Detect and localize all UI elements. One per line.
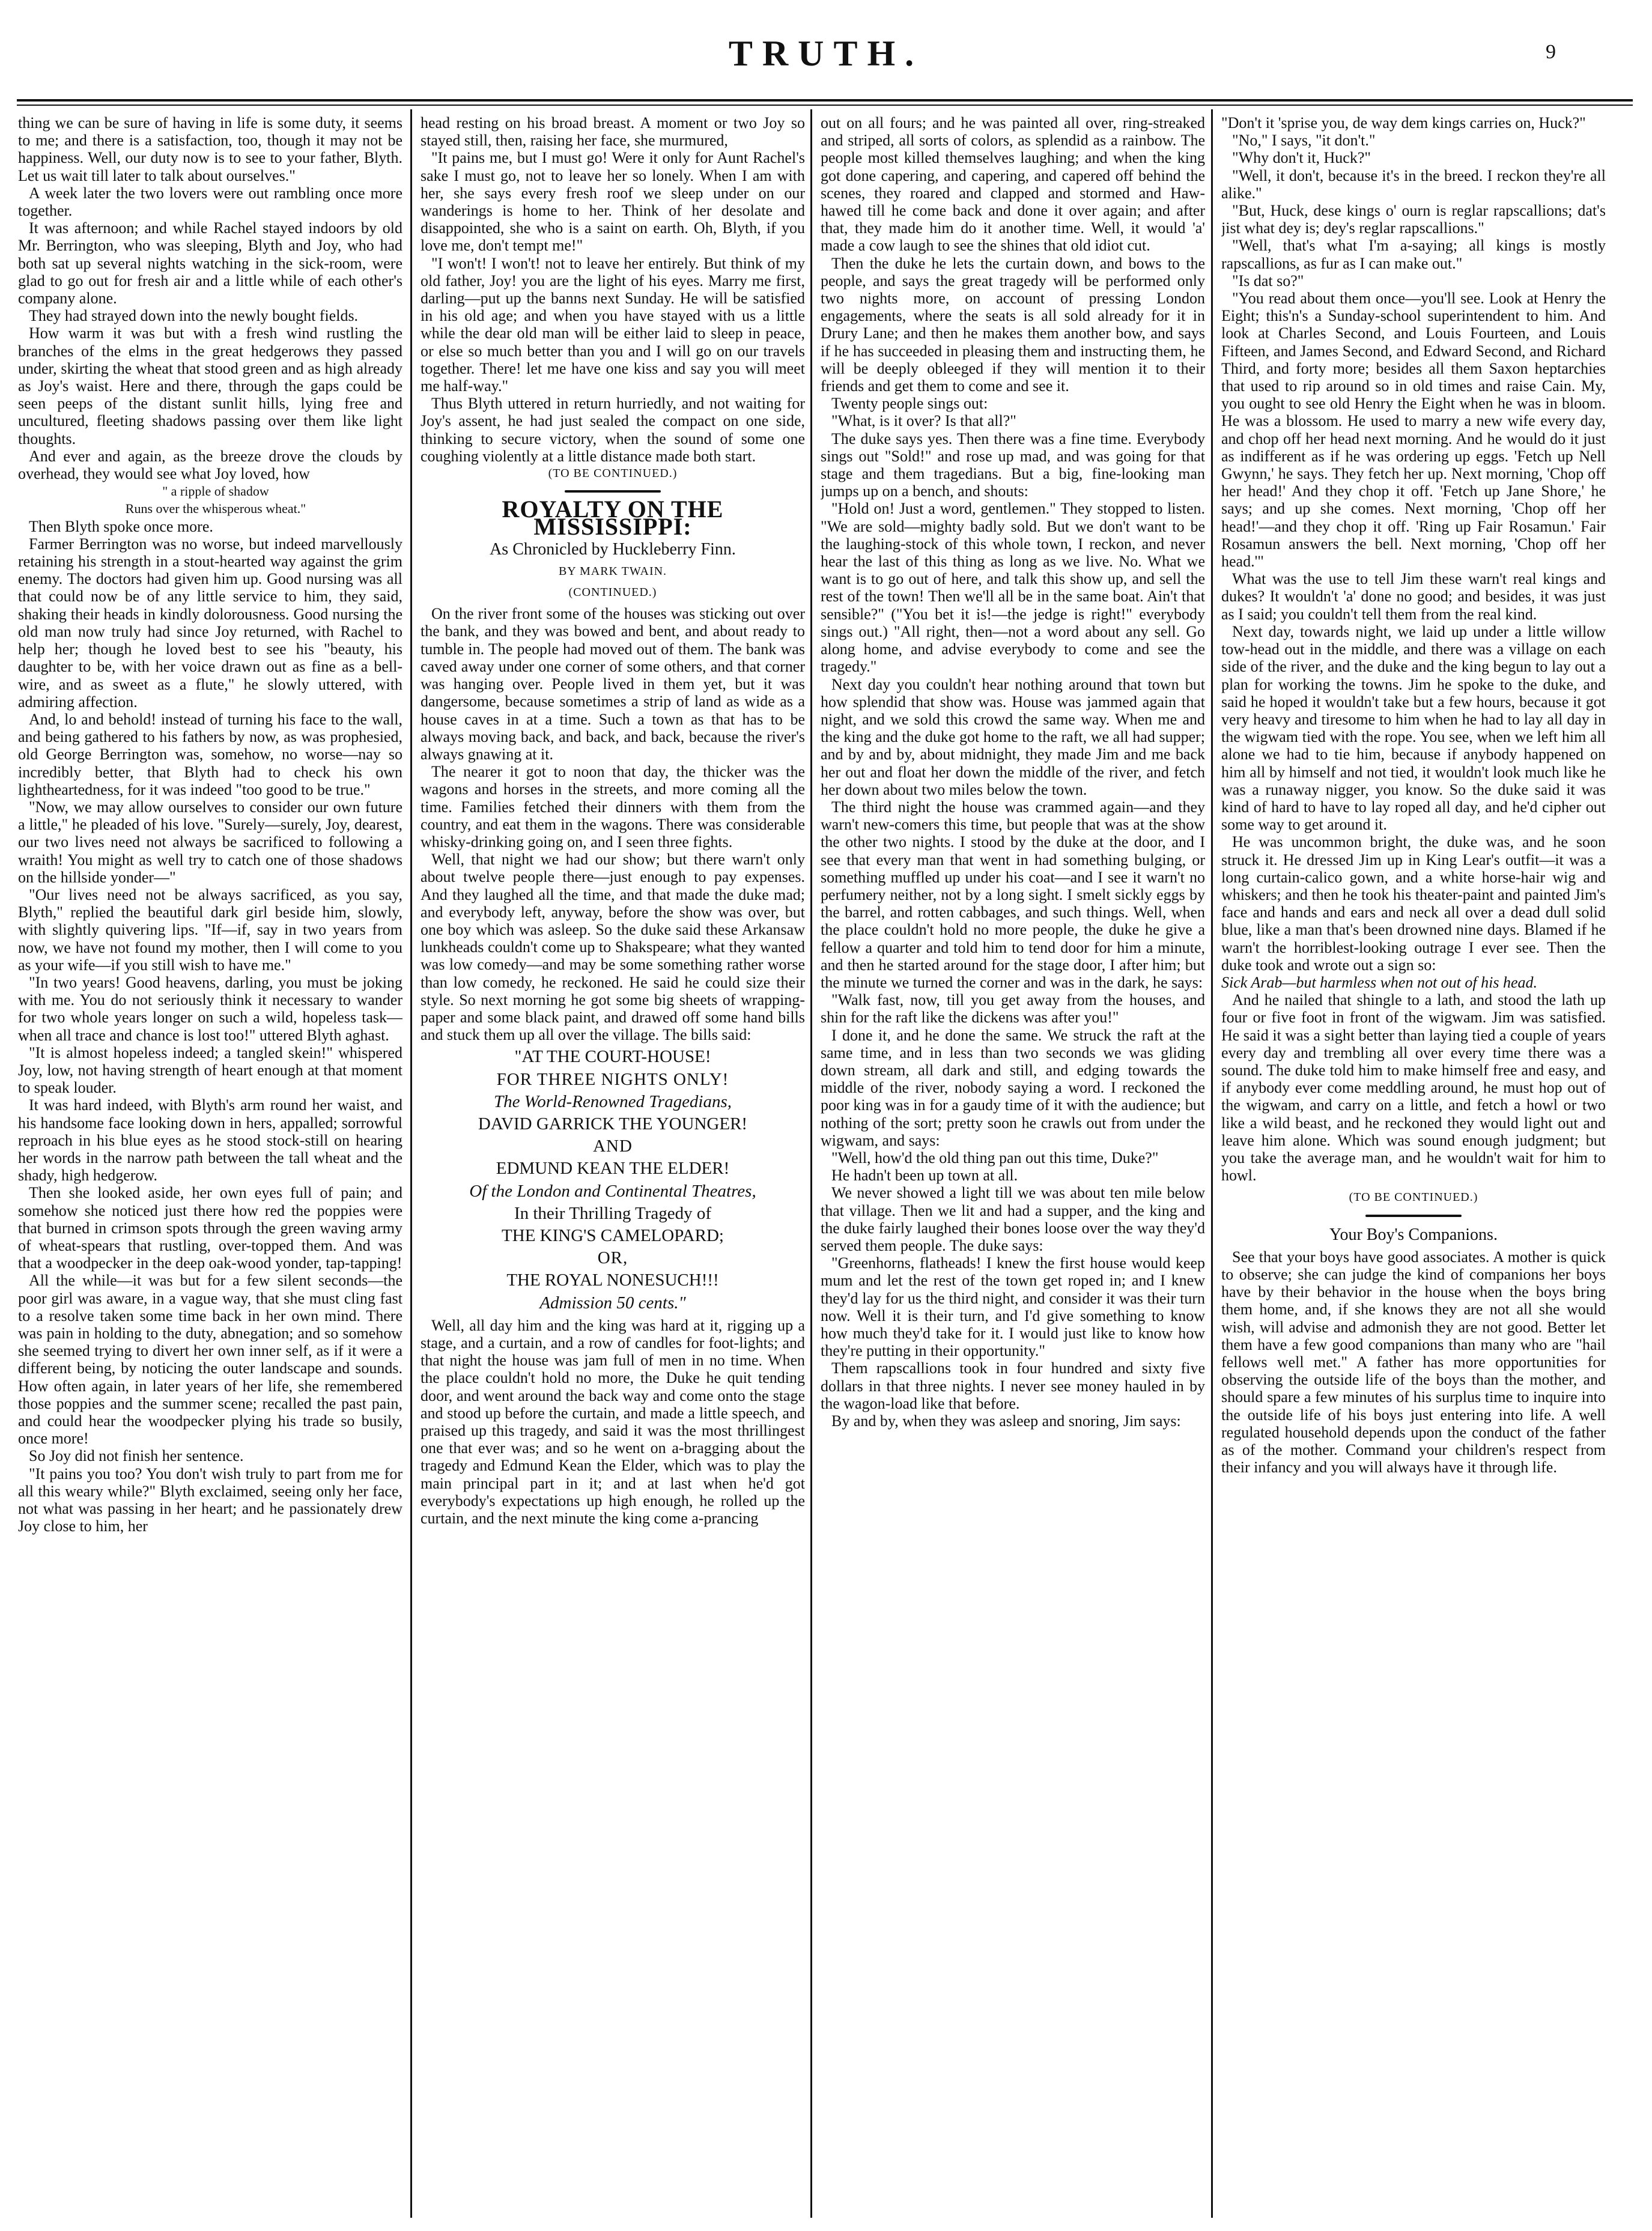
header-rule-thin xyxy=(17,105,1633,106)
paragraph: It was hard indeed, with Blyth's arm round her waist, and his handsome face looking down in hers, appalled; sorrowful reproach in his blue eyes as he stood stock-still on hearing her words in the narrow path between the tall wheat and the shady, high hedgerow. xyxy=(18,1096,402,1185)
paragraph: Next day, towards night, we laid up under a little willow tow-head out in the middle, and there was a village on each side of the river, and the duke and the king begun to lay out a plan for working the towns. Jim he spoke to the duke, and said he hoped it wouldn't take but a few hours, because it got very heavy and tiresome to him when he had to lay all day in the wigwam tied with the rope. You see, when we left him all alone we had to tie him, because if anybody happened on him all by himself and not tied, it wouldn't look much like he was a runaway nigger, you know. So the duke said it was kind of hard to have to lay roped all day, and he'd cipher out some way to get around it. xyxy=(1221,622,1606,834)
paragraph: All the while—it was but for a few silent seconds—the poor girl was aware, in a vague way, that she must cling fast to a resolve taken some time back in her own mind. There was pain in holding to the duty, abnegation; and so somehow she seemed trying to divert her own inner self, as if it were a different being, by noticing the outer landscape and sounds. How often again, in later years of her life, she remembered those poppies and the summer scene; recalled the past pain, and could hear the woodpecker plying his trade so busily, once more! xyxy=(18,1272,402,1448)
article-subtitle: As Chronicled by Huckleberry Finn. xyxy=(490,539,736,559)
continued-note: (CONTINUED.) xyxy=(568,586,657,599)
byline: BY MARK TWAIN. xyxy=(558,564,667,578)
paragraph: "Our lives need not be always sacrificed, as you say, Blyth," replied the beautiful dark girl beside him, slowly, with slightly quivering lips. "If—if, say in two years from now, we have not found my mother, then I will come to you as your wife—if you still wish to have me." xyxy=(18,885,402,974)
masthead: TRUTH. xyxy=(728,34,924,73)
paragraph: How warm it was but with a fresh wind rustling the branches of the elms in the great hedgerows they passed under, skirting the wheat that stood green and as high already as Joy's waist. Here and there, through the gaps could be seen peeps of the distant sunlit hills, lying free and uncultured, fleeting shadows passing over them like light thoughts. xyxy=(18,324,402,448)
paragraph: "Well, how'd the old thing pan out this time, Duke?" xyxy=(831,1149,1159,1167)
paragraph: "But, Huck, dese kings o' ourn is reglar rapscallions; dat's jist what dey is; dey's reglar rapscallions." xyxy=(1221,202,1606,237)
paragraph: "No," I says, "it don't." xyxy=(1232,132,1376,150)
paragraph: A week later the two lovers were out rambling once more together. xyxy=(18,184,402,220)
verse-line: " a ripple of shadow xyxy=(162,484,269,499)
handbill-line: OR, xyxy=(597,1248,628,1268)
paragraph: "Walk fast, now, till you get away from the houses, and shin for the raft like the dickens was after you!" xyxy=(821,991,1205,1027)
paragraph: The duke says yes. Then there was a fine time. Everybody sings out "Sold!" and rose up mad, and was going for that stage and them tragedians. But a big, fine-looking man jumps up on a bench, and shouts: xyxy=(821,430,1205,500)
verse-line: Runs over the whisperous wheat." xyxy=(125,501,306,517)
paragraph: He was uncommon bright, the duke was, and he soon struck it. He dressed Jim up in King Lear's outfit—it was a long curtain-calico gown, and a white horse-hair wig and whiskers; and then he took his theater-paint and painted Jim's face and hands and ears and neck all over a dead dull solid blue, like a man that's been drowned nine days. Blamed if he warn't the horriblest-looking outrage I ever see. Then the duke took and wrote out a sign so: xyxy=(1221,833,1606,974)
paragraph: Well, that night we had our show; but there warn't only about twelve people there—just enough to pay expenses. And they laughed all the time, and that made the duke mad; and everybody left, anyway, before the show was over, but one boy which was asleep. So the duke said these Arkansaw lunkheads couldn't come up to Shakspeare; what they wanted was low comedy—and may be some something rather worse than low comedy, he reckoned. He said he could size their style. So next morning he got some big sheets of wrapping-paper and some black paint, and drawed off some hand bills and stuck them up all over the village. The bills said: xyxy=(421,851,805,1044)
paragraph: "It is almost hopeless indeed; a tangled skein!" whispered Joy, low, not having strength of heart enough at that moment to speak louder. xyxy=(18,1043,402,1097)
paragraph: On the river front some of the houses was sticking out over the bank, and they was bowed and bent, and about ready to tumble in. The people had moved out of them. The bank was caved away under one corner of some others, and that corner was hanging over. People lived in them yet, but it was dangersome, because sometimes a strip of land as wide as a house caves in at a time. Such a town as that has to be always moving back, and back, and back, because the river's always gnawing at it. xyxy=(421,605,805,763)
paragraph: He hadn't been up town at all. xyxy=(831,1167,1018,1185)
paragraph: "I won't! I won't! not to leave her entirely. But think of my old father, Joy! you are the light of his eyes. Marry me first, darling—put up the banns next Sunday. He will be satisfied in his old age; and when you have stayed with us a little while the dear old man will be either laid to sleep in peace, or else so much better than you and I will go on our travels together. There! let me have one kiss and say you will meet me half-way." xyxy=(421,254,805,395)
paragraph: Well, all day him and the king was hard at it, rigging up a stage, and a curtain, and a row of candles for foot-lights; and that night the house was jam full of men in no time. When the place couldn't hold no more, the Duke he quit tending door, and went around the back way and come onto the stage and stood up before the curtain, and made a little speech, and praised up this tragedy, and said it was the most thrillingest one that ever was; and so he went on a-bragging about the tragedy and Edmund Kean the Elder, which was to play the main principal part in it; and at last when he'd got everybody's expectations up high enough, he rolled up the curtain, and the next minute the king come a-prancing xyxy=(421,1316,805,1528)
column-divider xyxy=(410,109,412,2218)
paragraph: Then the duke he lets the curtain down, and bows to the people, and says the great tragedy will be performed only two nights more, on account of pressing London engagements, where the seats is all sold already for it in Drury Lane; and then he makes them another bow, and says if he has succeeded in pleasing them and instructing them, he will be deeply obleeged if they will mention it to their friends and get them to come and see it. xyxy=(821,254,1205,395)
paragraph: thing we can be sure of having in life is some duty, it seems to me; and there is a satisfaction, too, though it may not be happiness. Well, our duty now is to see to your father, Blyth. Let us wait till later to talk about ourselves." xyxy=(18,114,402,184)
paragraph: I done it, and he done the same. We struck the raft at the same time, and in less than two seconds we was gliding down stream, all dark and still, and edging towards the middle of the river, nobody saying a word. I reckoned the poor king was in for a gaudy time of it with the audience; but nothing of the sort; pretty soon he crawls out from under the wigwam, and says: xyxy=(821,1026,1205,1149)
column-1 xyxy=(18,114,402,2217)
paragraph: It was afternoon; and while Rachel stayed indoors by old Mr. Berrington, who was sleeping, Blyth and Joy, who had both sat up several nights watching in the sick-room, were glad to go out for fresh air and a little while of each other's company alone. xyxy=(18,219,402,308)
paragraph: "It pains me, but I must go! Were it only for Aunt Rachel's sake I must go, not to leave her so lonely. When I am with her, she says every fresh roof we sleep under on our wanderings is home to her. Think of her desolate and disappointed, she who is a saint on earth. Oh, Blyth, if you love me, don't tempt me!" xyxy=(421,149,805,255)
handbill-line: THE KING'S CAMELOPARD; xyxy=(502,1225,724,1245)
paragraph: "Well, it don't, because it's in the breed. I reckon they're all alike." xyxy=(1221,166,1606,202)
paragraph: Then she looked aside, her own eyes full of pain; and somehow she noticed just there how red the poppies were that burned in crimson spots through the green waving army of wheat-spears that rustling, over-topped them. And was that a woodpecker in the deep oak-wood yonder, tap-tapping! xyxy=(18,1184,402,1272)
handbill-line: The World-Renowned Tragedians, xyxy=(493,1091,732,1111)
handbill-line: In their Thrilling Tragedy of xyxy=(514,1203,712,1223)
paragraph: "Is dat so?" xyxy=(1232,272,1304,290)
handbill-line: EDMUND KEAN THE ELDER! xyxy=(496,1159,730,1179)
paragraph: Next day you couldn't hear nothing around that town but how splendid that show was. House was jammed again that night, and we sold this crowd the same way. When me and the king and the duke got home to the raft, we all had supper; and by and by, about midnight, they made Jim and me back her out and float her down the middle of the river, and fetch her down about two miles below the town. xyxy=(821,675,1205,798)
header-rule xyxy=(17,99,1633,102)
paragraph: "Don't it 'sprise you, de way dem kings carries on, Huck?" xyxy=(1221,114,1586,132)
paragraph: The third night the house was crammed again—and they warn't new-comers this time, but people that was at the show the other two nights. I stood by the duke at the door, and I see that every man that went in had something bulging, or something muffled up under his coat—and I see it warn't no perfumery neither, not by a long sight. I smelt sickly eggs by the barrel, and rotten cabbages, and such things. Well, when the place couldn't hold no more people, the duke he give a fellow a quarter and told him to tend door for him a minute, and then he started around for the stage door, I after him; but the minute we turned the corner and was in the dark, he says: xyxy=(821,798,1205,991)
article-title: Your Boy's Companions. xyxy=(1329,1225,1498,1244)
paragraph: Thus Blyth uttered in return hurriedly, and not waiting for Joy's assent, he had just sealed the compact on one side, thinking to secure victory, when the sound of some one coughing violently at a little distance made both start. xyxy=(421,395,805,465)
column-3 xyxy=(821,114,1205,2217)
handbill-line: THE ROYAL NONESUCH!!! xyxy=(506,1270,719,1290)
paragraph: So Joy did not finish her sentence. xyxy=(29,1447,244,1465)
article-title: ROYALTY ON THE MISSISSIPPI: xyxy=(502,496,724,541)
paragraph: Farmer Berrington was no worse, but indeed marvellously retaining his strength in a stout-hearted way against the grim enemy. The doctors had given him up. Good nursing was all that could now be of any little service to him, they said, shaking their heads in kindly dolorousness. Good nursing the old man now truly had since Joy returned, with Rachel to help her; though he loved best to see his "beauty, his daughter to be, with her voice drawn out as fine as a bell-wire, and as sweet as a flute," he slowly uttered, with admiring affection. xyxy=(18,535,402,711)
column-2 xyxy=(421,114,805,2217)
paragraph: Twenty people sings out: xyxy=(831,395,988,413)
paragraph: "Why don't it, Huck?" xyxy=(1232,149,1371,167)
column-divider xyxy=(1211,109,1213,2218)
paragraph: "In two years! Good heavens, darling, you must be joking with me. You do not seriously think it necessary to wander for two whole years longer on such a wild, hopeless task—when all trace and chance is lost too!" uttered Blyth aghast. xyxy=(18,973,402,1044)
handbill-line: Admission 50 cents." xyxy=(539,1293,686,1313)
paragraph: "What, is it over? Is that all?" xyxy=(831,412,1016,430)
paragraph: Them rapscallions took in four hundred and sixty five dollars in that three nights. I never see money hauled in by the wagon-load like that before. xyxy=(821,1359,1205,1412)
paragraph: "It pains you too? You don't wish truly to part from me for all this weary while?" Blyth exclaimed, seeing only her face, not what was passing in her heart; and he passionately drew Joy close to him, her xyxy=(18,1465,402,1535)
ornament-divider xyxy=(1221,1210,1606,1221)
handbill-line: FOR THREE NIGHTS ONLY! xyxy=(496,1069,729,1089)
paragraph: We never showed a light till we was about ten mile below that village. Then we lit and had a supper, and the king and the duke fairly laughed their bones loose over the way they'd served them people. The duke says: xyxy=(821,1184,1205,1254)
paragraph: And, lo and behold! instead of turning his face to the wall, and being gathered to his fathers by now, as was prophesied, old George Berrington was, somehow, no worse—nay so incredibly better, that Blyth had to check his own lightheartedness, for it was indeed "too good to be true." xyxy=(18,710,402,798)
paragraph: head resting on his broad breast. A moment or two Joy so stayed still, then, raising her face, she murmured, xyxy=(421,114,805,150)
handbill-line: AND xyxy=(593,1137,633,1156)
to-be-continued: (TO BE CONTINUED.) xyxy=(1349,1191,1478,1204)
paragraph: What was the use to tell Jim these warn't real kings and dukes? It wouldn't 'a' done no good; and besides, it was just as I said; you couldn't tell them from the real kind. xyxy=(1221,570,1606,623)
handbill-line: DAVID GARRICK THE YOUNGER! xyxy=(478,1114,748,1134)
paragraph: By and by, when they was asleep and snoring, Jim says: xyxy=(831,1412,1181,1430)
paragraph: They had strayed down into the newly bought fields. xyxy=(29,307,359,325)
paragraph: "Now, we may allow ourselves to consider our own future a little," he pleaded of his love. "Surely—surely, Joy, dearest, our two lives need not always be sacrificed to following a wraith! You might as well try to catch one of those shadows on the hillside yonder—" xyxy=(18,798,402,886)
paragraph: Then Blyth spoke once more. xyxy=(29,517,213,535)
paragraph: "You read about them once—you'll see. Look at Henry the Eight; this'n's a Sunday-school superintendent to him. And look at Charles Second, and Louis Fourteen, and Louis Fifteen, and James Second, and Edward Second, and Richard Third, and forty more; besides all them Saxon heptarchies that used to rip around so in old times and raise Cain. My, you ought to see old Henry the Eight when he was in bloom. He was a blossom. He used to marry a new wife every day, and chop off her head next morning. And he would do it just as indifferent as if he was ordering up eggs. 'Fetch up Nell Gwynn,' he says. They fetch her up. Next morning, 'Chop off her head!' And they chop it off. 'Fetch up Jane Shore,' he says; and up she comes. Next morning, 'Chop off her head!'—and they chop it off. 'Ring up Fair Rosamun.' Fair Rosamun answers the bell. Next morning, 'Chop off her head.'" xyxy=(1221,290,1606,571)
column-divider xyxy=(810,109,812,2218)
to-be-continued: (TO BE CONTINUED.) xyxy=(548,467,678,481)
paragraph: out on all fours; and he was painted all over, ring-streaked and striped, all sorts of colors, as splendid as a rainbow. The people most killed themselves laughing; and when the king got done capering, and capering, and capered off behind the scenes, they roared and clapped and stormed and Haw-hawed till he come back and done it over again; and after that, they made him do it another time. Well, it would 'a' made a cow laugh to see the shines that old idiot cut. xyxy=(821,114,1205,255)
paragraph: And he nailed that shingle to a lath, and stood the lath up four or five foot in front of the wigwam. Jim was satisfied. He said it was a sight better than laying tied a couple of years every day and trembling all over every time there was a sound. The duke told him to make himself free and easy, and if anybody ever come meddling around, he must hop out of the wigwam, and carry on a little, and fetch a howl or two like a wild beast, and he reckoned they would light out and leave him alone. Which was sound enough judgment; but you take the average man, and he wouldn't wait for him to howl. xyxy=(1221,991,1606,1185)
paragraph: See that your boys have good associates. A mother is quick to observe; she can judge the kind of companions her boys have by their behavior in the house when the boys bring them home, and, if she knows they are not all she would wish, will advise and admonish they are not good. Better let them have a few good companions than many who are "hail fellows well met." A father has more opportunities for observing the outside life of the boys than the mother, and should spare a few minutes of his surplus time to inquire into the outside life of his boys just entering into life. A well regulated household depends upon the conduct of the father as of the mother. Command your children's respect from their infancy and you will always have it through life. xyxy=(1221,1248,1606,1477)
paragraph: The nearer it got to noon that day, the thicker was the wagons and horses in the streets, and more coming all the time. Families fetched their dinners with them from the country, and eat them in the wagons. There was considerable whisky-drinking going on, and I seen three fights. xyxy=(421,763,805,851)
column-4 xyxy=(1221,114,1606,2217)
paragraph: "Greenhorns, flatheads! I knew the first house would keep mum and let the rest of the town get roped in; and I knew they'd lay for us the third night, and consider it was their turn now. Well it is their turn, and I'd give something to know how much they'd take for it. I would just like to know how they're putting in their opportunity." xyxy=(821,1254,1205,1360)
paragraph: "Well, that's what I'm a-saying; all kings is mostly rapscallions, as fur as I can make out." xyxy=(1221,237,1606,272)
handbill-line: Of the London and Continental Theatres, xyxy=(469,1181,756,1201)
paragraph: "Hold on! Just a word, gentlemen." They stopped to listen. "We are sold—mighty badly sold. But we don't want to be the laughing-stock of this whole town, I reckon, and never hear the last of this thing as long as we live. No. What we want is to go out of here, and talk this show up, and sell the rest of the town! Then we'll all be in the same boat. Ain't that sensible?" ("You bet it is!—the jedge is right!" everybody sings out.) "All right, then—not a word about any sell. Go along home, and advise everybody to come and see the tragedy." xyxy=(821,500,1205,676)
paragraph: And ever and again, as the breeze drove the clouds by overhead, they would see what Joy loved, how xyxy=(18,447,402,483)
handbill-line: "AT THE COURT-HOUSE! xyxy=(514,1047,711,1067)
page-number: 9 xyxy=(1546,41,1556,63)
sign-text: Sick Arab—but harmless when not out of his head. xyxy=(1221,973,1538,991)
